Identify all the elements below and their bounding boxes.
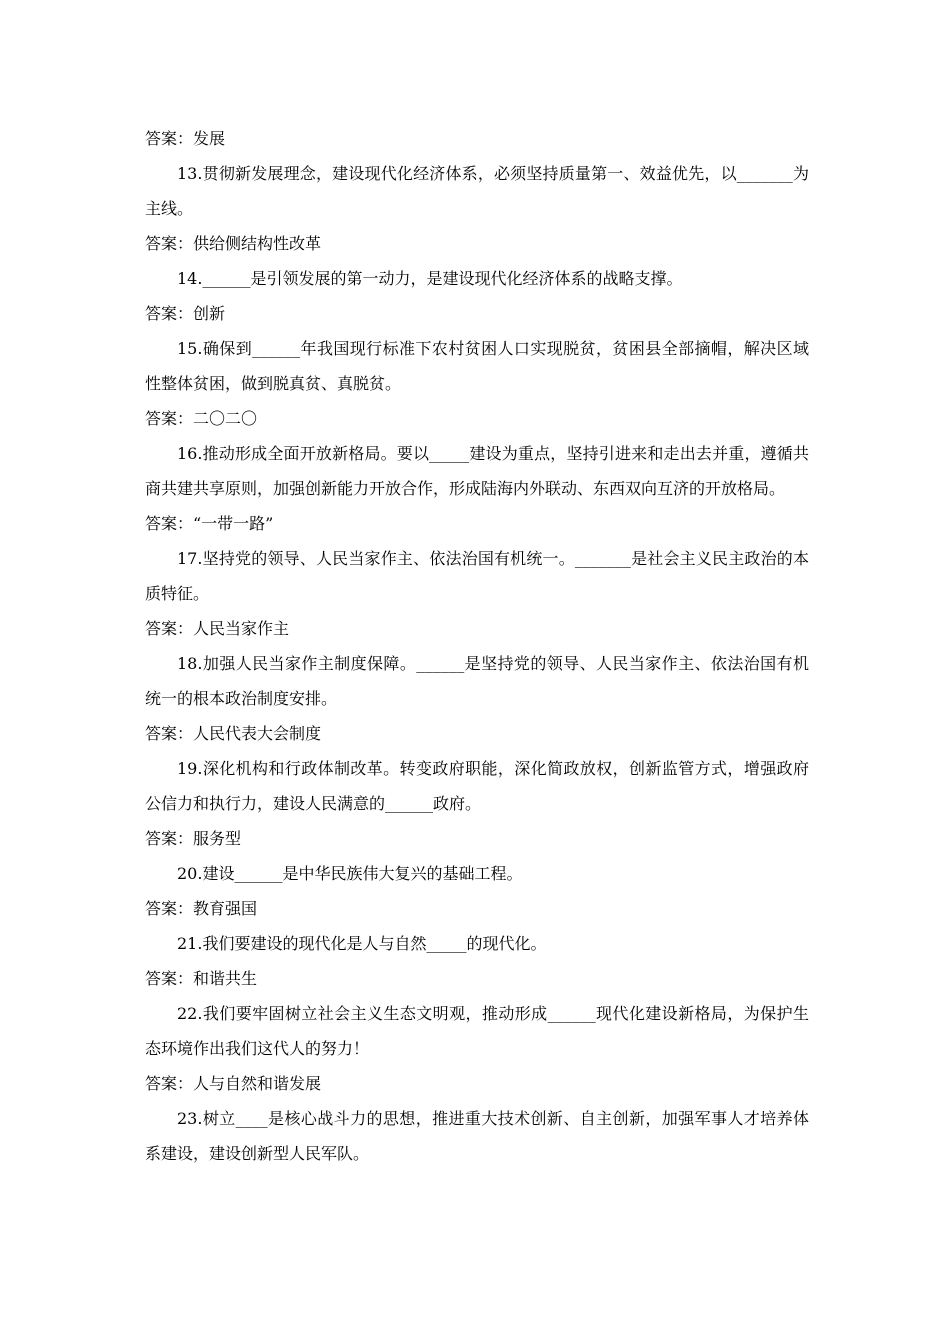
question-text: 22.我们要牢固树立社会主义生态文明观，推动形成______现代化建设新格局，为保护生态环境作出我们这代人的努力！	[145, 1004, 809, 1058]
question-text: 15.确保到______年我国现行标准下农村贫困人口实现脱贫，贫困县全部摘帽，解决区域性整体贫困，做到脱真贫、真脱贫。	[145, 339, 809, 393]
question-text: 14.______是引领发展的第一动力，是建设现代化经济体系的战略支撑。	[177, 269, 683, 288]
answer-text: 答案：和谐共生	[145, 969, 258, 988]
answer-text: 答案：发展	[145, 129, 226, 148]
answer-text: 答案：二〇二〇	[145, 409, 258, 428]
answer-text: 答案：供给侧结构性改革	[145, 234, 322, 253]
answer-text: 答案：创新	[145, 304, 226, 323]
question-text: 16.推动形成全面开放新格局。要以_____建设为重点，坚持引进来和走出去并重，遵循共商共建共享原则，加强创新能力开放合作，形成陆海内外联动、东西双向互济的开放格局。	[145, 444, 809, 498]
question-text: 19.深化机构和行政体制改革。转变政府职能，深化简政放权，创新监管方式，增强政府公信力和执行力，建设人民满意的______政府。	[145, 759, 809, 813]
question-text: 21.我们要建设的现代化是人与自然_____的现代化。	[177, 934, 547, 953]
answer-text: 答案：人与自然和谐发展	[145, 1074, 322, 1093]
question-text: 18.加强人民当家作主制度保障。______是坚持党的领导、人民当家作主、依法治国有机统一的根本政治制度安排。	[145, 654, 809, 708]
question-text: 20.建设______是中华民族伟大复兴的基础工程。	[177, 864, 523, 883]
question-text: 23.树立____是核心战斗力的思想，推进重大技术创新、自主创新，加强军事人才培养体系建设，建设创新型人民军队。	[145, 1109, 809, 1163]
answer-text: 答案：教育强国	[145, 899, 258, 918]
answer-text: 答案：人民代表大会制度	[145, 724, 322, 743]
answer-text: 答案：服务型	[145, 829, 242, 848]
question-text: 17.坚持党的领导、人民当家作主、依法治国有机统一。_______是社会主义民主政治的本质特征。	[145, 549, 809, 603]
answer-text: 答案：“一带一路”	[145, 514, 274, 533]
answer-text: 答案：人民当家作主	[145, 619, 290, 638]
document-page	[145, 121, 809, 1171]
question-text: 13.贯彻新发展理念，建设现代化经济体系，必须坚持质量第一、效益优先，以_______为主线。	[145, 164, 809, 218]
